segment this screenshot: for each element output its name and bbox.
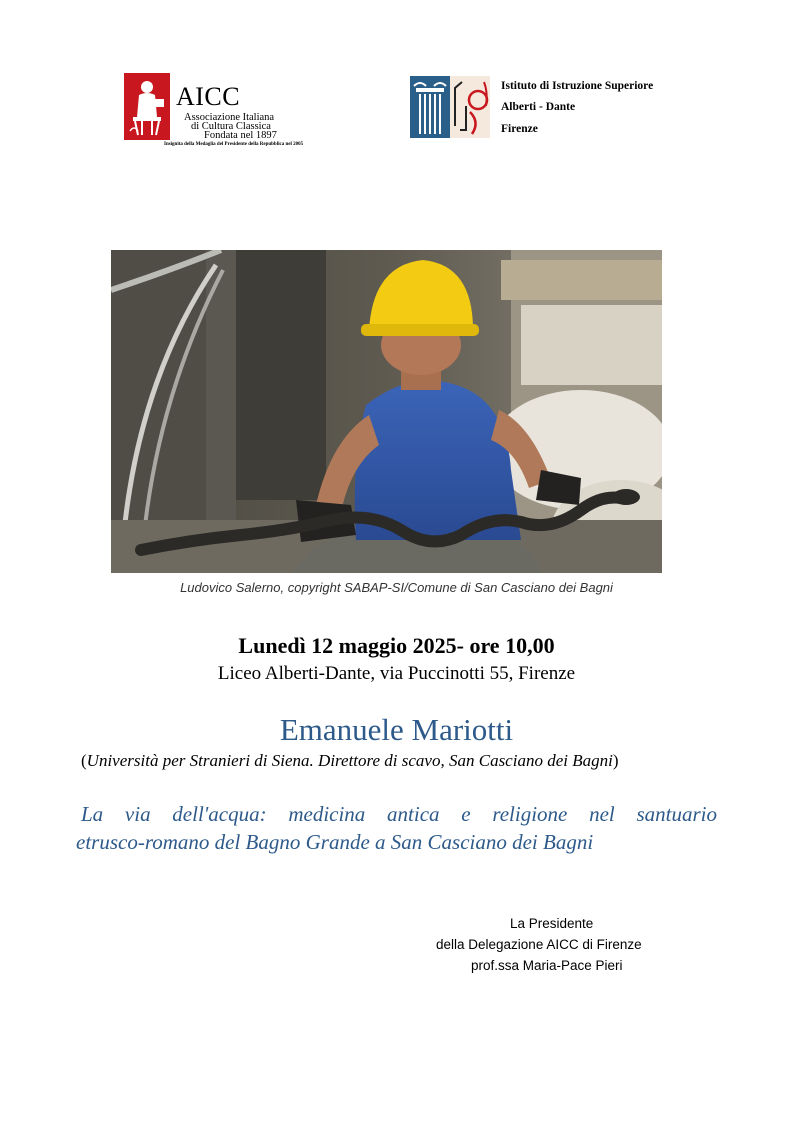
event-place: Liceo Alberti-Dante, via Puccinotti 55, Firenze xyxy=(217,663,576,684)
aicc-subtitle-2: di Cultura Classica xyxy=(191,121,271,132)
excavation-photo xyxy=(111,250,662,573)
signature-delegation: della Delegazione AICC di Firenze xyxy=(436,937,642,952)
talk-title xyxy=(76,800,717,856)
paren-open: ( xyxy=(81,751,87,770)
aicc-emblem-icon xyxy=(124,73,170,140)
aicc-founded: Fondata nel 1897 xyxy=(204,130,277,141)
speaker-affiliation xyxy=(81,751,619,771)
aicc-medal-note: Insignita della Medaglia del Presidente della Repubblica nel 2005 xyxy=(164,142,304,147)
aicc-logo xyxy=(124,73,304,153)
signature-block xyxy=(400,913,710,976)
school-line-2: Alberti - Dante xyxy=(501,101,576,113)
signature-role: La Presidente xyxy=(510,916,594,931)
signature-name: prof.ssa Maria-Pace Pieri xyxy=(471,958,623,973)
affiliation-text: Università per Stranieri di Siena. Direttore di scavo, San Casciano dei Bagni xyxy=(86,751,613,770)
event-date: Lunedì 12 maggio 2025- ore 10,00 xyxy=(238,633,555,658)
paren-close: ) xyxy=(612,751,619,770)
column-icon xyxy=(410,76,490,138)
aicc-subtitle-1: Associazione Italiana xyxy=(184,112,275,123)
school-logo xyxy=(410,76,680,141)
aicc-name: AICC xyxy=(176,82,241,111)
talk-title-line-2: etrusco-romano del Bagno Grande a San Casciano dei Bagni xyxy=(76,830,594,854)
photo-caption: Ludovico Salerno, copyright SABAP-SI/Comune di San Casciano dei Bagni xyxy=(180,580,613,595)
speaker-name: Emanuele Mariotti xyxy=(279,712,514,747)
school-line-1: Istituto di Istruzione Superiore xyxy=(501,80,654,92)
school-line-3: Firenze xyxy=(501,123,538,135)
talk-title-line-1: La via dell'acqua: medicina antica e religione nel santuario xyxy=(81,802,717,826)
